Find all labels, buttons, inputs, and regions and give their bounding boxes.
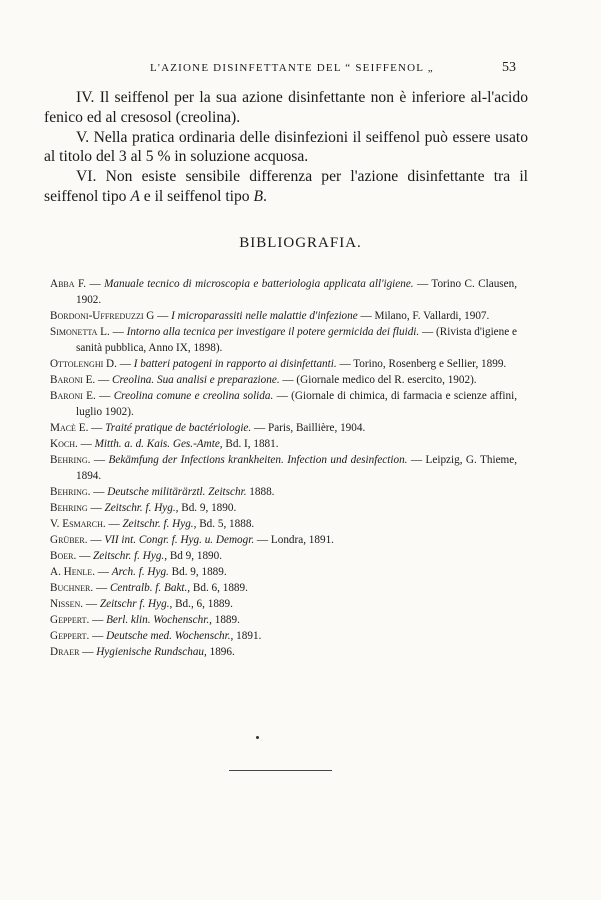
entry-author: Buchner. — [50, 582, 94, 594]
entry-publication: — (Giornale di chimica, di farmacia e scienze affini, luglio 1902). — [76, 390, 517, 418]
bibliography-entry: V. Esmarch. — Zeitschr. f. Hyg., Bd. 5, 1888. — [50, 518, 255, 530]
entry-publication: Bd 9, 1890. — [169, 550, 223, 562]
running-title: L'AZIONE DISINFETTANTE DEL “ SEIFFENOL „ — [150, 62, 434, 74]
conclusion-text: Nella pratica ordinaria delle disinfezioni il seiffenol può essere usato al titolo del 3 al 5 % in soluzione acquosa. — [44, 128, 528, 166]
entry-title: Bekämfung der Infections krankheiten. Infection und desinfection. — [108, 454, 408, 466]
bibliography-entry: Simonetta L. — Intorno alla tecnica per investigare il potere germicida dei fluidi. — (Rivista d'igiene e sanità pubblica, Anno IX, 1898). — [50, 326, 517, 354]
entry-title: Intorno alla tecnica per investigare il potere germicida dei fluidi. — [126, 326, 420, 338]
bibliography-heading: BIBLIOGRAFIA. — [239, 235, 362, 251]
entry-author: Geppert. — [50, 614, 90, 626]
bibliography-entry: Baroni E. — Creolina. Sua analisi e preparazione. — (Giornale medico del R. esercito, 1902). — [50, 374, 477, 386]
bibliography-entry: Behring. — Deutsche militärärztl. Zeitschr. 1888. — [50, 486, 275, 498]
entry-author: Draer — [50, 646, 80, 658]
entry-title: VII int. Congr. f. Hyg. u. Demogr. — [104, 534, 255, 546]
entry-publication: 1896. — [209, 646, 235, 658]
bibliography-entry: Boer. — Zeitschr. f. Hyg., Bd 9, 1890. — [50, 550, 223, 562]
entry-author: Grüber. — [50, 534, 88, 546]
entry-publication: — Londra, 1891. — [256, 534, 334, 546]
bibliography-entry: Nissen. — Zeitschr f. Hyg., Bd., 6, 1889. — [50, 598, 233, 610]
entry-author: Baroni E. — [50, 390, 96, 402]
entry-author: Geppert. — [50, 630, 90, 642]
entry-publication: Bd. I, 1881. — [225, 438, 279, 450]
page-number: 53 — [502, 60, 516, 75]
entry-publication: Bd. 5, 1888. — [199, 518, 255, 530]
entry-title: Deutsche med. Wochenschr., — [106, 630, 234, 642]
seiffenol-type-a: A — [130, 187, 140, 205]
entry-publication: 1889. — [214, 614, 240, 626]
bibliography-entry: Macè E. — Traité pratique de bactériologie. — Paris, Baillière, 1904. — [50, 422, 366, 434]
entry-publication: 1891. — [236, 630, 262, 642]
conclusion-vi — [44, 167, 528, 207]
entry-publication: — (Rivista d'igiene e sanità pubblica, Anno IX, 1898). — [76, 326, 517, 354]
entry-title: Zeitschr f. Hyg., — [99, 598, 173, 610]
conclusion-text: Non esiste sensibile differenza per l'azione disinfettante tra il seiffenol tipo — [44, 168, 528, 205]
bibliography-entry: Grüber. — VII int. Congr. f. Hyg. u. Demogr. — Londra, 1891. — [50, 534, 334, 546]
entry-publication: Bd. 9, 1890. — [181, 502, 237, 514]
entry-author: Behring — [50, 502, 88, 514]
entry-publication: — Torino C. Clausen, 1902. — [76, 278, 517, 306]
entry-author: Ottolenghi D. — [50, 358, 117, 370]
closing-rule — [229, 770, 332, 771]
entry-title: Creolina comune e creolina solida. — [113, 390, 274, 402]
entry-title: Mitth. a. d. Kais. Ges.-Amte, — [94, 438, 223, 450]
entry-author: Behring. — [50, 454, 91, 466]
entry-publication: Bd., 6, 1889. — [175, 598, 233, 610]
bibliography-entry: Behring — Zeitschr. f. Hyg., Bd. 9, 1890. — [50, 502, 237, 514]
entry-author: Koch. — [50, 438, 78, 450]
entry-title: Manuale tecnico di microscopia e batteriologia applicata all'igiene. — [104, 278, 414, 290]
entry-title: Deutsche militärärztl. Zeitschr. — [107, 486, 247, 498]
bibliography-entry: Draer — Hygienische Rundschau, 1896. — [50, 646, 235, 658]
bibliography-entry: Geppert. — Berl. klin. Wochenschr., 1889. — [50, 614, 240, 626]
conclusion-v — [44, 128, 528, 168]
entry-title: Arch. f. Hyg. — [111, 566, 169, 578]
bibliography-entry: Ottolenghi D. — I batteri patogeni in rapporto ai disinfettanti. — Torino, Rosenberg e Sellier, 1899. — [50, 358, 507, 370]
entry-publication: — Milano, F. Vallardi, 1907. — [360, 310, 490, 322]
entry-title: I batteri patogeni in rapporto ai disinfettanti. — [133, 358, 337, 370]
page-header — [0, 62, 601, 82]
entry-publication: — Leipzig, G. Thieme, 1894. — [76, 454, 518, 482]
conclusion-text: Il seiffenol per la sua azione disinfettante non è inferiore al-l'acido fenico ed al cresosol (creolina). — [44, 89, 528, 126]
entry-publication: Bd. 6, 1889. — [192, 582, 248, 594]
bibliography-entry: Geppert. — Deutsche med. Wochenschr., 1891. — [50, 630, 262, 642]
entry-title: Zeitschr. f. Hyg., — [93, 550, 168, 562]
conclusion-label: IV. — [76, 89, 95, 106]
entry-title: Centralb. f. Bakt., — [109, 582, 191, 594]
entry-title: Traité pratique de bactériologie. — [105, 422, 252, 434]
bibliography-entry: Koch. — Mitth. a. d. Kais. Ges.-Amte, Bd. I, 1881. — [50, 438, 279, 450]
entry-author: Bordoni-Uffreduzzi G — [50, 310, 155, 322]
conclusion-text: e il seiffenol tipo — [139, 187, 254, 205]
conclusion-label: VI. — [76, 168, 97, 186]
conclusion-text: . — [263, 187, 267, 205]
entry-author: Macè E. — [50, 422, 89, 434]
conclusion-iv — [44, 88, 528, 128]
entry-author: V. Esmarch. — [50, 518, 106, 530]
entry-publication: 1888. — [249, 486, 275, 498]
ornament-dot — [256, 736, 259, 739]
entry-publication: — (Giornale medico del R. esercito, 1902). — [282, 374, 477, 386]
conclusions — [44, 88, 528, 207]
bibliography-entry: Baroni E. — Creolina comune e creolina solida. — (Giornale di chimica, di farmacia e scienze affini, luglio 1902). — [50, 390, 517, 418]
conclusion-label: V. — [76, 128, 90, 146]
entry-title: I microparassiti nelle malattie d'infezione — [171, 310, 358, 322]
bibliography-entry: A. Henle. — Arch. f. Hyg. Bd. 9, 1889. — [50, 566, 227, 578]
entry-title: Hygienische Rundschau, — [96, 646, 207, 658]
seiffenol-type-b: B — [253, 187, 264, 205]
bibliography-entry: Bordoni-Uffreduzzi G — I microparassiti nelle malattie d'infezione — Milano, F. Vallardi, 1907. — [50, 310, 490, 322]
entry-publication: — Paris, Baillière, 1904. — [254, 422, 366, 434]
entry-title: Berl. klin. Wochenschr., — [106, 614, 212, 626]
entry-author: Boer. — [50, 550, 77, 562]
bibliography-entry: Buchner. — Centralb. f. Bakt., Bd. 6, 1889. — [50, 582, 248, 594]
entry-publication: — Torino, Rosenberg e Sellier, 1899. — [339, 358, 507, 370]
entry-author: A. Henle. — [50, 566, 95, 578]
entry-author: Behring. — [50, 486, 91, 498]
bibliography-list — [50, 276, 517, 660]
entry-author: Simonetta L. — [50, 326, 110, 338]
entry-title: Zeitschr. f. Hyg., — [104, 502, 179, 514]
entry-title: Creolina. Sua analisi e preparazione. — [112, 374, 280, 386]
entry-publication: Bd. 9, 1889. — [171, 566, 227, 578]
entry-title: Zeitschr. f. Hyg., — [122, 518, 197, 530]
bibliography-entry: Behring. — Bekämfung der Infections krankheiten. Infection und desinfection. — Leipzig, G. Thieme, 1894. — [50, 454, 518, 482]
entry-author: Abba F. — [50, 278, 87, 290]
entry-author: Nissen. — [50, 598, 84, 610]
entry-author: Baroni E. — [50, 374, 96, 386]
bibliography-entry: Abba F. — Manuale tecnico di microscopia e batteriologia applicata all'igiene. — Torino C. Clausen, 1902. — [50, 278, 517, 306]
